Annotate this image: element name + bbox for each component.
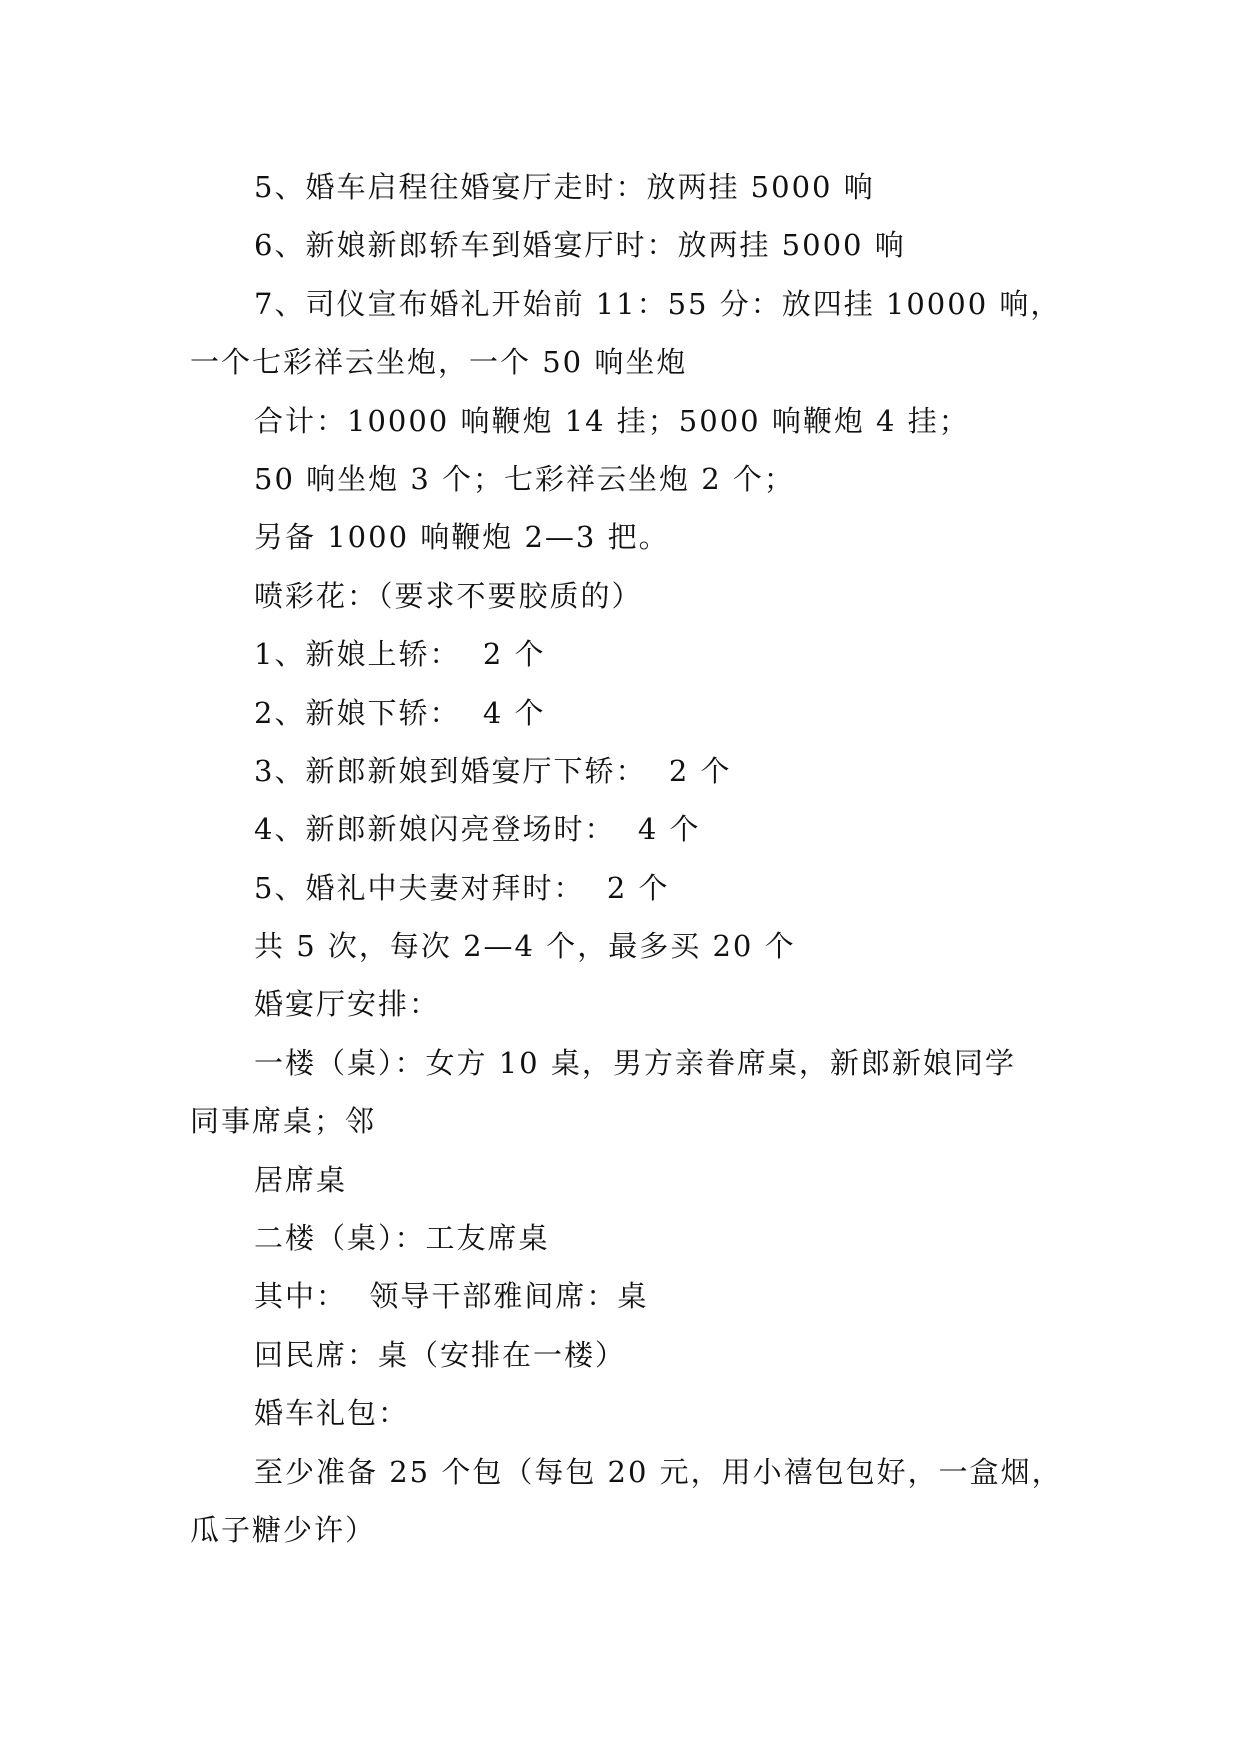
text-line: 回民席：桌（安排在一楼） [254, 1337, 627, 1372]
list-item: 4、新郎新娘闪亮登场时： 4 个 [254, 812, 701, 847]
document-body [190, 158, 1070, 1559]
text-line: 50 响坐炮 3 个；七彩祥云坐炮 2 个； [254, 461, 795, 496]
list-item: 3、新郎新娘到婚宴厅下轿： 2 个 [254, 753, 732, 788]
text-line: 合计：10000 响鞭炮 14 挂；5000 响鞭炮 4 挂； [254, 403, 970, 438]
text-line: 一楼（桌）：女方 10 桌，男方亲眷席桌，新郎新娘同学 [254, 1045, 1016, 1080]
text-line: 一个七彩祥云坐炮，一个 50 响坐炮 [190, 345, 688, 380]
text-line: 共 5 次，每次 2—4 个，最多买 20 个 [254, 929, 796, 964]
text-line: 5、婚车启程往婚宴厅走时：放两挂 5000 响 [254, 170, 875, 204]
text-line: 其中： 领导干部雅间席：桌 [254, 1279, 649, 1314]
text-line: 瓜子糖少许） [190, 1512, 377, 1547]
section-heading: 婚宴厅安排： [254, 987, 441, 1022]
section-heading: 婚车礼包： [254, 1396, 410, 1431]
list-item: 2、新娘下轿： 4 个 [254, 695, 546, 730]
list-item: 1、新娘上轿： 2 个 [254, 637, 546, 672]
text-line: 7、司仪宣布婚礼开始前 11：55 分：放四挂 10000 响， [254, 286, 1062, 321]
text-line: 同事席桌；邻 [190, 1104, 377, 1139]
text-line: 另备 1000 响鞭炮 2—3 把。 [254, 520, 670, 555]
text-line: 至少准备 25 个包（每包 20 元，用小禧包包好，一盒烟， [254, 1454, 1063, 1489]
list-item: 5、婚礼中夫妻对拜时： 2 个 [254, 870, 670, 905]
text-line: 二楼（桌）：工友席桌 [254, 1221, 550, 1256]
text-line: 6、新娘新郎轿车到婚宴厅时：放两挂 5000 响 [254, 228, 906, 263]
section-heading: 喷彩花：（要求不要胶质的） [254, 578, 643, 613]
text-line: 居席桌 [254, 1162, 348, 1197]
